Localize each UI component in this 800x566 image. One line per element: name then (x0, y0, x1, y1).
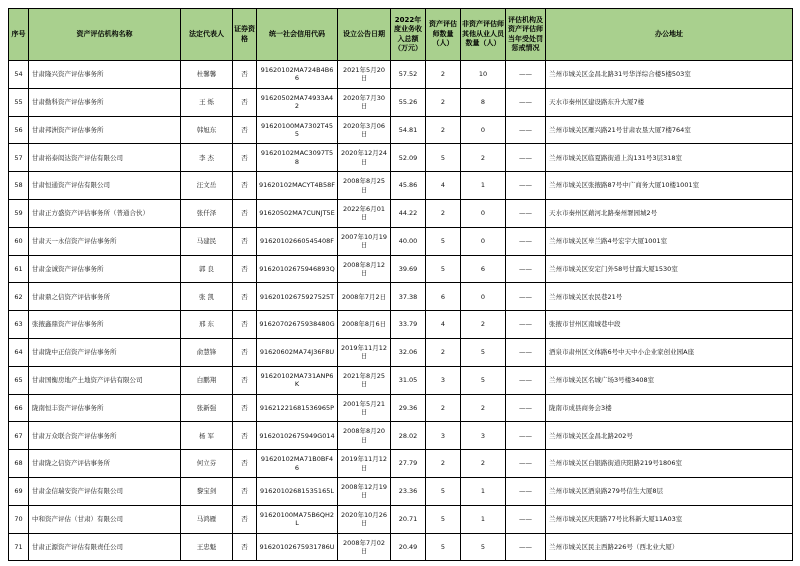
table-cell: 否 (233, 533, 257, 561)
table-row (9, 116, 793, 144)
table-cell: 甘肃隆兴资产评估事务所 (29, 61, 181, 89)
column-header-7: 资产评估师数量（人） (426, 9, 461, 61)
table-cell: —— (506, 450, 546, 478)
table-cell: 69 (9, 477, 29, 505)
table-row (9, 61, 793, 89)
table-cell: 70 (9, 505, 29, 533)
table-cell: 91620702675938480G (257, 311, 338, 339)
table-cell: 8 (461, 88, 506, 116)
column-header-8: 非资产评估师其他从业人员数量（人） (461, 9, 506, 61)
table-cell: 2 (426, 88, 461, 116)
table-cell: 甘肃天一永信资产评估事务所 (29, 227, 181, 255)
table-row (9, 283, 793, 311)
table-cell: 甘肃陇之信资产评估事务所 (29, 450, 181, 478)
table-cell: 甘肃万众联合资产评估事务所 (29, 422, 181, 450)
table-cell: 20.71 (391, 505, 426, 533)
table-cell: 6 (461, 255, 506, 283)
table-cell: 否 (233, 477, 257, 505)
table-cell: 5 (426, 255, 461, 283)
table-cell: 2 (426, 338, 461, 366)
table-cell: 2007年10月19日 (338, 227, 391, 255)
table-cell: 否 (233, 366, 257, 394)
table-cell: 5 (461, 366, 506, 394)
table-cell: —— (506, 311, 546, 339)
table-cell: 马建民 (181, 227, 233, 255)
table-cell: 张掖鑫鼎资产评估事务所 (29, 311, 181, 339)
table-cell: 否 (233, 88, 257, 116)
table-cell: 62 (9, 283, 29, 311)
table-cell: 张新强 (181, 394, 233, 422)
table-cell: 兰州市城关区张掖路87号中广商务大厦10楼1001室 (546, 172, 793, 200)
table-cell: 天水市秦州区藉河北路秦州署园城2号 (546, 199, 793, 227)
table-cell: 酒泉市肃州区文体路6号中天中小企业家创业园A座 (546, 338, 793, 366)
table-cell: 2008年8月12日 (338, 255, 391, 283)
table-cell: —— (506, 394, 546, 422)
table-cell: 兰州市城关区名城广场3号楼3408室 (546, 366, 793, 394)
table-cell: 67 (9, 422, 29, 450)
column-header-3: 证券资格 (233, 9, 257, 61)
table-cell: —— (506, 366, 546, 394)
table-cell: —— (506, 199, 546, 227)
table-row (9, 172, 793, 200)
table-cell: 否 (233, 116, 257, 144)
table-cell: 66 (9, 394, 29, 422)
table-cell: 2022年6月01日 (338, 199, 391, 227)
table-cell: 2 (426, 61, 461, 89)
table-row (9, 505, 793, 533)
table-cell: 2020年10月26日 (338, 505, 391, 533)
table-cell: 0 (461, 199, 506, 227)
column-header-4: 统一社会信用代码 (257, 9, 338, 61)
table-cell: 29.36 (391, 394, 426, 422)
table-cell: 5 (426, 477, 461, 505)
table-row (9, 227, 793, 255)
table-cell: 甘肃金信瑞安资产评估有限公司 (29, 477, 181, 505)
table-cell: 91620102MA71B0BF46 (257, 450, 338, 478)
table-cell: 20.49 (391, 533, 426, 561)
table-cell: 中和资产评估（甘肃）有限公司 (29, 505, 181, 533)
table-cell: 否 (233, 61, 257, 89)
table-cell: 28.02 (391, 422, 426, 450)
table-cell: 58 (9, 172, 29, 200)
table-cell: 2021年8月25日 (338, 366, 391, 394)
table-cell: 兰州市城关区酒泉路279号信生大厦8层 (546, 477, 793, 505)
table-cell: 否 (233, 422, 257, 450)
table-cell: 61 (9, 255, 29, 283)
table-cell: 甘肃国衡房地产土地资产评估有限公司 (29, 366, 181, 394)
table-cell: 60 (9, 227, 29, 255)
table-cell: 91620102675949G014 (257, 422, 338, 450)
table-cell: 91620102681535165L (257, 477, 338, 505)
table-cell: 张掖市甘州区南城巷中段 (546, 311, 793, 339)
table-cell: 91620602MA74J36F8U (257, 338, 338, 366)
table-cell: 2 (426, 199, 461, 227)
table-cell: 0 (461, 116, 506, 144)
table-cell: 张仟泽 (181, 199, 233, 227)
table-cell: 2 (461, 394, 506, 422)
table-cell: 黎宝剑 (181, 477, 233, 505)
table-cell: 10 (461, 61, 506, 89)
column-header-5: 设立公告日期 (338, 9, 391, 61)
table-cell: 张 凯 (181, 283, 233, 311)
table-cell: 郭 良 (181, 255, 233, 283)
table-cell: —— (506, 88, 546, 116)
table-cell: 2020年3月06日 (338, 116, 391, 144)
table-cell: 0 (461, 227, 506, 255)
table-cell: 兰州市城关区民主西路226号（西北业大厦） (546, 533, 793, 561)
table-cell: 杨 军 (181, 422, 233, 450)
table-cell: 0 (461, 283, 506, 311)
table-cell: 韩旭东 (181, 116, 233, 144)
table-cell: 91620102675946893Q (257, 255, 338, 283)
table-cell: 4 (426, 172, 461, 200)
table-cell: 甘肃勤科资产评估事务所 (29, 88, 181, 116)
table-cell: 兰州市城关区皋兰路4号宏宇大厦1001室 (546, 227, 793, 255)
table-cell: 汪文岳 (181, 172, 233, 200)
table-cell: 91620102MA724B4B66 (257, 61, 338, 89)
table-cell: 杜馨馨 (181, 61, 233, 89)
table-row (9, 338, 793, 366)
table-cell: 5 (426, 533, 461, 561)
column-header-10: 办公地址 (546, 9, 793, 61)
table-cell: 兰州市城关区白银路街道庆阳路219号1806室 (546, 450, 793, 478)
table-header-row (9, 9, 793, 61)
table-cell: —— (506, 116, 546, 144)
table-cell: 2008年7月2日 (338, 283, 391, 311)
table-row (9, 422, 793, 450)
table-cell: 2008年8月20日 (338, 422, 391, 450)
table-cell: —— (506, 172, 546, 200)
table-cell: 91620102MAC3097T58 (257, 144, 338, 172)
column-header-2: 法定代表人 (181, 9, 233, 61)
table-cell: 何立芬 (181, 450, 233, 478)
table-body (9, 61, 793, 561)
table-cell: 兰州市城关区安定门外58号甘露大厦1530室 (546, 255, 793, 283)
table-cell: 兰州市城关区临夏路街道上沟131号3层318室 (546, 144, 793, 172)
table-cell: 57 (9, 144, 29, 172)
table-cell: 33.79 (391, 311, 426, 339)
table-cell: 甘肃正源资产评估有限责任公司 (29, 533, 181, 561)
table-cell: 3 (426, 366, 461, 394)
column-header-0: 序号 (9, 9, 29, 61)
table-cell: 2020年7月30日 (338, 88, 391, 116)
table-cell: 否 (233, 394, 257, 422)
table-cell: —— (506, 505, 546, 533)
table-cell: 91620102675927525T (257, 283, 338, 311)
table-cell: 陇南市成县商务会3楼 (546, 394, 793, 422)
table-cell: 37.38 (391, 283, 426, 311)
table-cell: 40.00 (391, 227, 426, 255)
table-cell: 2 (461, 450, 506, 478)
table-cell: 兰州市城关区金昌北路202号 (546, 422, 793, 450)
table-cell: 91620102660545408F (257, 227, 338, 255)
table-cell: 23.36 (391, 477, 426, 505)
table-cell: 2019年11月12日 (338, 338, 391, 366)
table-cell: 2 (426, 394, 461, 422)
table-cell: 2008年8月6日 (338, 311, 391, 339)
table-cell: 39.69 (391, 255, 426, 283)
table-cell: 否 (233, 505, 257, 533)
table-cell: 68 (9, 450, 29, 478)
table-cell: 甘肃正方盛资产评估事务所（普通合伙） (29, 199, 181, 227)
table-cell: 2 (426, 450, 461, 478)
table-cell: 否 (233, 338, 257, 366)
table-cell: 2008年7月02日 (338, 533, 391, 561)
column-header-9: 评估机构及资产评估师当年受处罚惩戒情况 (506, 9, 546, 61)
table-cell: 甘肃金诚资产评估事务所 (29, 255, 181, 283)
table-cell: 2 (426, 116, 461, 144)
table-cell: 兰州市城关区雁兴路21号甘肃农垦大厦7楼764室 (546, 116, 793, 144)
table-row (9, 394, 793, 422)
table-cell: 71 (9, 533, 29, 561)
table-cell: 天水市秦州区建设路东升大厦7楼 (546, 88, 793, 116)
table-row (9, 255, 793, 283)
table-cell: 王 烁 (181, 88, 233, 116)
table-cell: 1 (461, 477, 506, 505)
table-cell: 2008年12月19日 (338, 477, 391, 505)
table-cell: 2020年12月24日 (338, 144, 391, 172)
table-cell: 甘肃陇中正信资产评估事务所 (29, 338, 181, 366)
table-row (9, 144, 793, 172)
table-cell: 5 (461, 533, 506, 561)
table-cell: 57.52 (391, 61, 426, 89)
table-cell: 2 (461, 144, 506, 172)
table-cell: 5 (461, 338, 506, 366)
table-cell: 否 (233, 283, 257, 311)
table-cell: 王忠魁 (181, 533, 233, 561)
table-row (9, 366, 793, 394)
table-cell: —— (506, 144, 546, 172)
table-row (9, 450, 793, 478)
asset-appraisal-institutions-table (8, 8, 793, 561)
table-cell: 否 (233, 227, 257, 255)
table-cell: 否 (233, 255, 257, 283)
table-cell: 52.09 (391, 144, 426, 172)
table-cell: 6 (426, 283, 461, 311)
table-row (9, 533, 793, 561)
table-cell: 63 (9, 311, 29, 339)
table-cell: 31.05 (391, 366, 426, 394)
table-row (9, 88, 793, 116)
table-cell: 55.26 (391, 88, 426, 116)
table-cell: 2021年5月20日 (338, 61, 391, 89)
table-cell: 4 (426, 311, 461, 339)
table-cell: 否 (233, 172, 257, 200)
table-cell: 5 (426, 227, 461, 255)
table-cell: 65 (9, 366, 29, 394)
table-cell: 3 (461, 422, 506, 450)
table-cell: 甘肃邦洲资产评估事务所 (29, 116, 181, 144)
table-cell: 否 (233, 450, 257, 478)
table-cell: —— (506, 338, 546, 366)
table-cell: —— (506, 227, 546, 255)
table-cell: 陇南恒丰资产评估事务所 (29, 394, 181, 422)
table-cell: 2 (461, 311, 506, 339)
table-cell: —— (506, 283, 546, 311)
table-cell: 44.22 (391, 199, 426, 227)
table-cell: 甘肃恒通资产评估有限公司 (29, 172, 181, 200)
table-cell: 56 (9, 116, 29, 144)
table-cell: 91621221681536965P (257, 394, 338, 422)
table-cell: 兰州市城关区庆阳路77号比科新大厦11A03室 (546, 505, 793, 533)
table-cell: 2008年8月25日 (338, 172, 391, 200)
table-cell: 1 (461, 505, 506, 533)
table-cell: —— (506, 477, 546, 505)
table-cell: 否 (233, 199, 257, 227)
table-cell: 55 (9, 88, 29, 116)
table-cell: 32.06 (391, 338, 426, 366)
table-cell: 59 (9, 199, 29, 227)
table-cell: 兰州市城关区农民巷21号 (546, 283, 793, 311)
table-cell: —— (506, 61, 546, 89)
table-cell: 5 (426, 144, 461, 172)
table-cell: 45.86 (391, 172, 426, 200)
table-cell: 5 (426, 505, 461, 533)
table-cell: —— (506, 255, 546, 283)
table-cell: 兰州市城关区金昌北路31号华洋综合楼5楼503室 (546, 61, 793, 89)
table-cell: 91620502MA7CUNJT5E (257, 199, 338, 227)
table-cell: 甘肃裕泰闳达资产评估有限公司 (29, 144, 181, 172)
table-cell: 否 (233, 144, 257, 172)
table-cell: 甘肃鼎之信资产评估事务所 (29, 283, 181, 311)
column-header-1: 资产评估机构名称 (29, 9, 181, 61)
table-cell: 否 (233, 311, 257, 339)
table-cell: 2019年11月12日 (338, 450, 391, 478)
table-cell: 91620102MA731ANP6K (257, 366, 338, 394)
table-cell: 54.81 (391, 116, 426, 144)
table-cell: 2001年5月21日 (338, 394, 391, 422)
table-cell: 李 杰 (181, 144, 233, 172)
table-cell: 27.79 (391, 450, 426, 478)
table-row (9, 199, 793, 227)
table-cell: —— (506, 533, 546, 561)
table-cell: 91620100MA7302T455 (257, 116, 338, 144)
table-cell: 64 (9, 338, 29, 366)
table-cell: 马鸿雁 (181, 505, 233, 533)
table-cell: 邢 东 (181, 311, 233, 339)
table-cell: 91620502MA74933A42 (257, 88, 338, 116)
table-row (9, 311, 793, 339)
table-cell: 白鹏翔 (181, 366, 233, 394)
table-cell: 俞慧锋 (181, 338, 233, 366)
table-cell: 91620102675931786U (257, 533, 338, 561)
table-row (9, 477, 793, 505)
table-cell: 1 (461, 172, 506, 200)
table-cell: —— (506, 422, 546, 450)
table-cell: 91620102MACYT4B58F (257, 172, 338, 200)
table-cell: 91620100MA75B6QH2L (257, 505, 338, 533)
table-cell: 54 (9, 61, 29, 89)
table-cell: 3 (426, 422, 461, 450)
column-header-6: 2022年度业务收入总额（万元） (391, 9, 426, 61)
